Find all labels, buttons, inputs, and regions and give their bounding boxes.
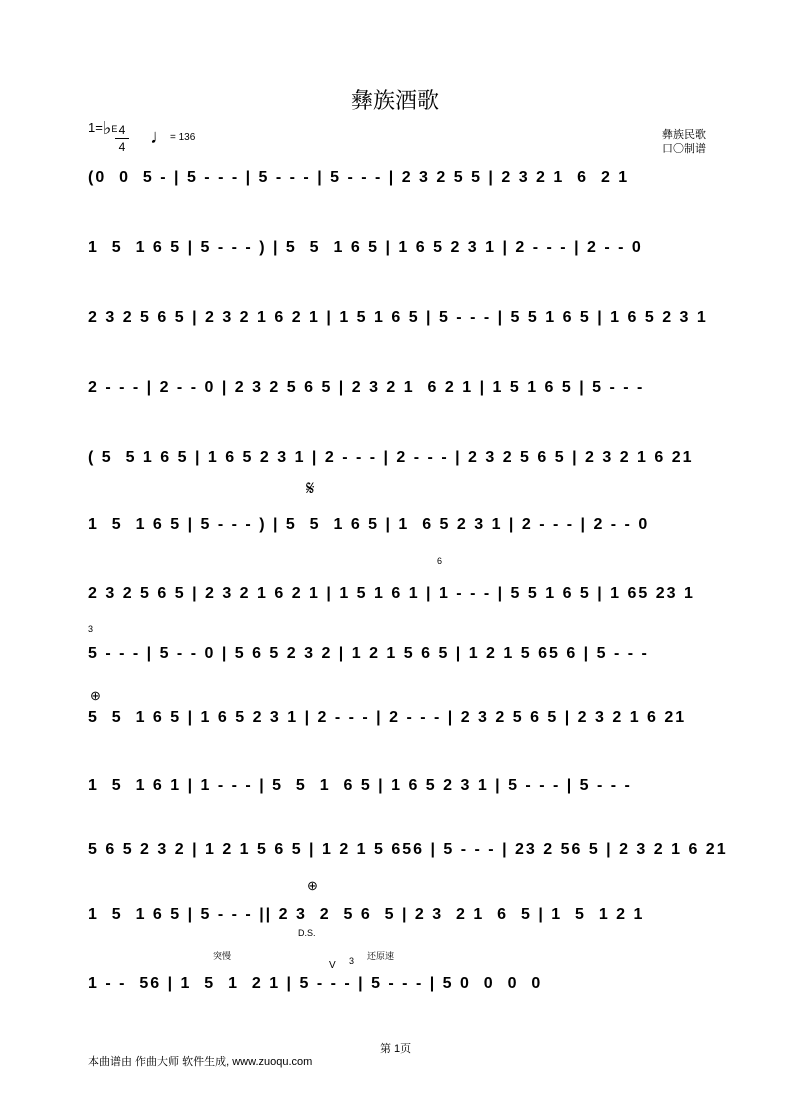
- time-signature: [115, 122, 129, 155]
- staff-notes: 5 5 1 6 5 | 1 6 5 2 3 1 | 2 - - - | 2 - - - | 2 3 2 5 6 5 | 2 3 2 1 6 21: [88, 709, 687, 726]
- credit: [662, 128, 706, 156]
- staff-line: [88, 897, 743, 947]
- staff-line: [88, 230, 743, 280]
- coda-icon: ⊕: [307, 878, 318, 893]
- page-number: 第 1页: [380, 1043, 412, 1055]
- key-label: 1=: [88, 120, 103, 135]
- staff-line: [88, 160, 743, 210]
- staff-notes: 1 5 1 6 5 | 5 - - - ) | 5 5 1 6 5 | 1 6 5 2 3 1 | 2 - - - | 2 - - 0: [88, 516, 650, 533]
- staff-line: [88, 832, 743, 882]
- key-note: E: [111, 124, 118, 134]
- staff-notes: 5 6 5 2 3 2 | 1 2 1 5 6 5 | 1 2 1 5 656 | 5 - - - | 23 2 56 5 | 2 3 2 1 6 21: [88, 841, 728, 858]
- staff-notes: 1 5 1 6 1 | 1 - - - | 5 5 1 6 5 | 1 6 5 2 3 1 | 5 - - - | 5 - - -: [88, 777, 632, 794]
- staff-notes: 2 3 2 5 6 5 | 2 3 2 1 6 2 1 | 1 5 1 6 5 | 5 - - - | 5 5 1 6 5 | 1 6 5 2 3 1: [88, 309, 708, 326]
- tempo-return-mark: 还原速: [367, 951, 395, 961]
- page-title: 彝族酒歌: [350, 89, 439, 114]
- staff-notes: ( 5 5 1 6 5 | 1 6 5 2 3 1 | 2 - - - | 2 - - - | 2 3 2 5 6 5 | 2 3 2 1 6 21: [88, 449, 694, 466]
- staff-line: [88, 700, 743, 750]
- time-bottom: 4: [115, 138, 129, 155]
- staff-notes: (0 0 5 - | 5 - - - | 5 - - - | 5 - - - | 2 3 2 5 5 | 2 3 2 1 6 2 1: [88, 169, 630, 186]
- grace-note: 3: [88, 624, 94, 634]
- coda-icon: ⊕: [90, 688, 101, 703]
- staff-line: [88, 576, 743, 626]
- time-top: 4: [118, 123, 126, 137]
- flat-symbol: ♭: [102, 118, 112, 139]
- credit-origin: 彝族民歌: [662, 129, 706, 141]
- staff-notes: 2 - - - | 2 - - 0 | 2 3 2 5 6 5 | 2 3 2 1 6 2 1 | 1 5 1 6 5 | 5 - - -: [88, 379, 645, 396]
- staff-line: [88, 440, 743, 490]
- tempo-mark: [150, 126, 195, 149]
- slow-mark: 突慢: [213, 951, 232, 961]
- staff-notes: 1 - - 56 | 1 5 1 2 1 | 5 - - - | 5 - - - | 5 0 0 0 0: [88, 975, 543, 992]
- segno-icon: 𝄋: [306, 478, 315, 500]
- tempo-value: = 136: [170, 132, 196, 143]
- staff-line: [88, 370, 743, 420]
- staff-line: [88, 636, 743, 686]
- key-signature: [88, 118, 117, 139]
- grace-note: 6: [437, 556, 443, 566]
- staff-notes: 5 - - - | 5 - - 0 | 5 6 5 2 3 2 | 1 2 1 5 6 5 | 1 2 1 5 65 6 | 5 - - -: [88, 645, 649, 662]
- quarter-note-icon: ♩: [150, 126, 170, 148]
- credit-author: 口〇制谱: [662, 143, 706, 155]
- footer-note: 本曲谱由 作曲大师 软件生成, www.zuoqu.com: [88, 1056, 313, 1068]
- staff-notes: 2 3 2 5 6 5 | 2 3 2 1 6 2 1 | 1 5 1 6 1 | 1 - - - | 5 5 1 6 5 | 1 65 23 1: [88, 585, 695, 602]
- staff-line: [88, 507, 743, 557]
- breath-mark: V: [329, 960, 336, 971]
- staff-line: [88, 768, 743, 818]
- staff-line: [88, 300, 743, 350]
- grace-note: 3: [349, 956, 355, 966]
- staff-notes: 1 5 1 6 5 | 5 - - - || 2 3 2 5 6 5 | 2 3 2 1 6 5 | 1 5 1 2 1: [88, 906, 645, 923]
- staff-notes: 1 5 1 6 5 | 5 - - - ) | 5 5 1 6 5 | 1 6 5 2 3 1 | 2 - - - | 2 - - 0: [88, 239, 643, 256]
- staff-line: [88, 966, 743, 1016]
- ds-mark: D.S.: [298, 928, 316, 938]
